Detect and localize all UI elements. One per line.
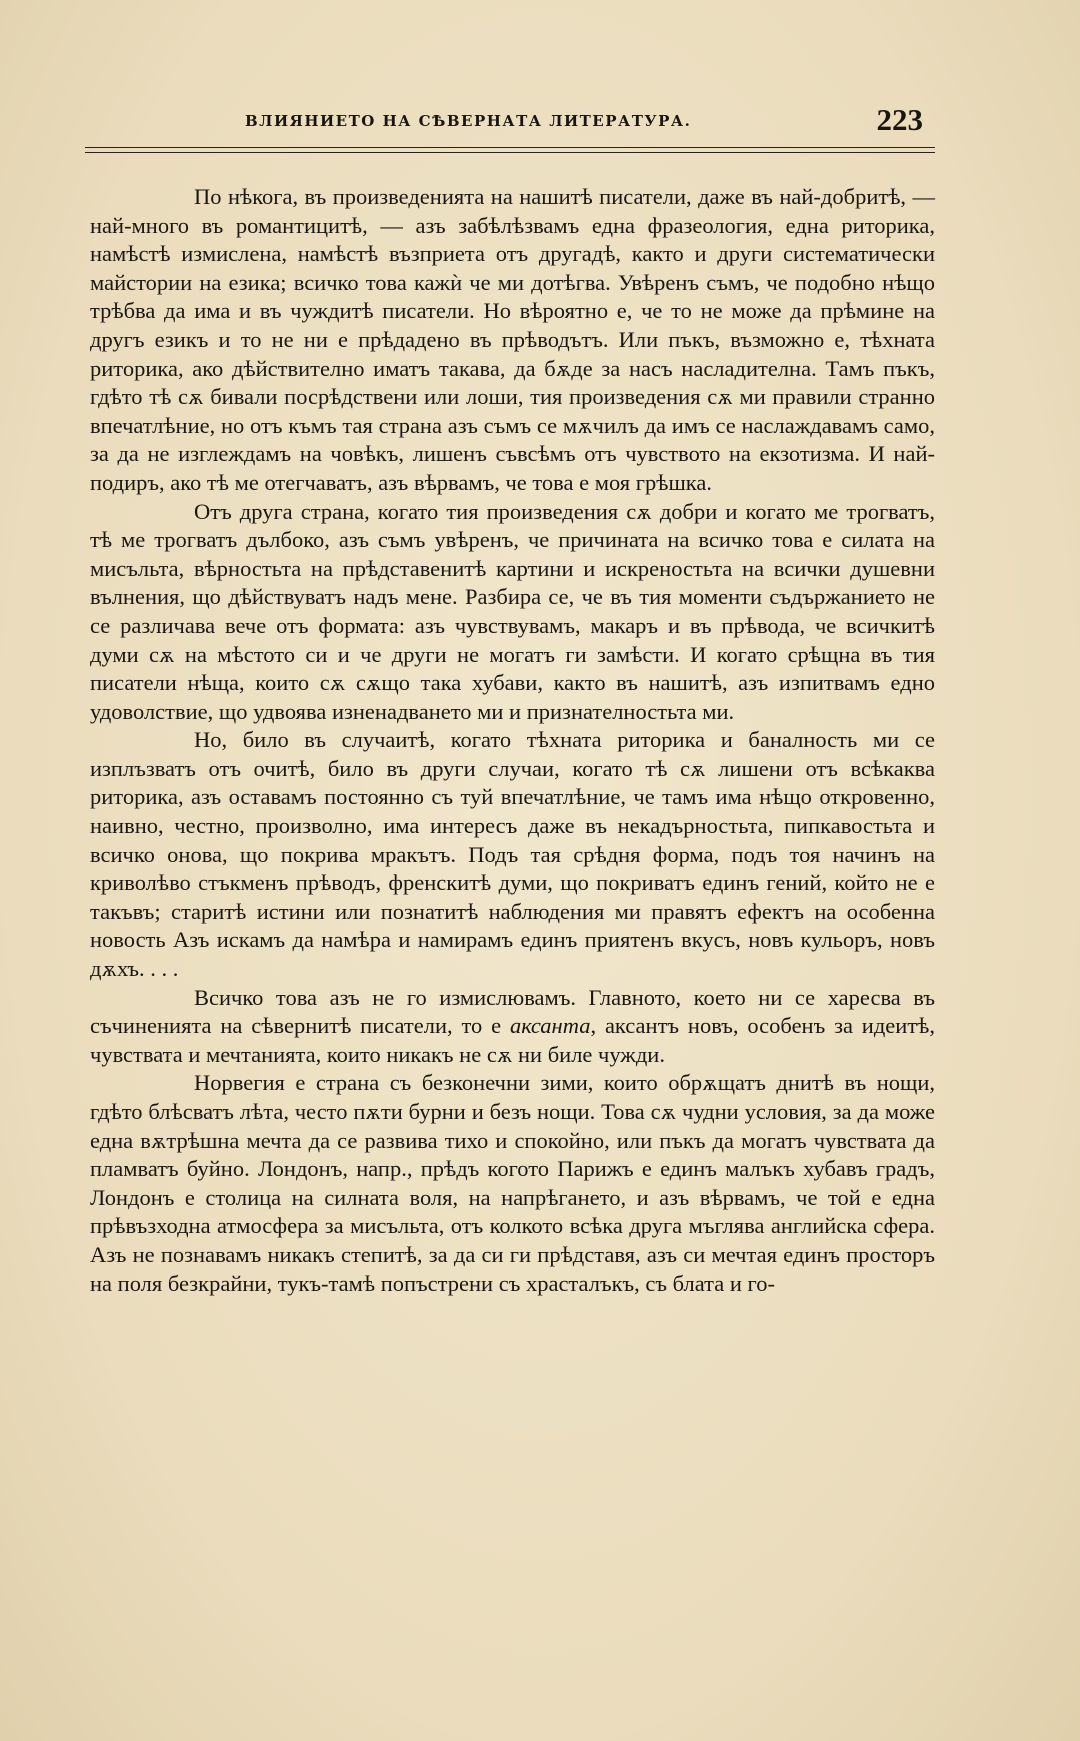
paragraph: Норвегия е страна съ безконечни зими, които обрѫщатъ днитѣ въ нощи, гдѣто блѣсватъ лѣта, често пѫти бурни и безъ нощи. Това сѫ чудни условия, за да може една вѫтрѣшна мечта да се развива тихо и спокойно, или пъкъ да могатъ чувствата да пламватъ буйно. Лондонъ, напр., прѣдъ когото Парижъ е единъ малъкъ хубавъ градъ, Лондонъ е столица на силната воля, на напрѣгането, и азъ вѣрвамъ, че той е една прѣвъзходна атмосфера за мисъльта, отъ колкото всѣка друга мъглява английска сфера. Азъ не познавамъ никакъ степитѣ, за да си ги прѣдставя, азъ си мечтая единъ просторъ на поля безкрайни, тукъ-тамѣ попъстрени съ храсталъкъ, съ блата и го-: [90, 1070, 935, 1296]
running-title: ВЛИЯНИЕТО НА СѢВЕРНАТА ЛИТЕРАТУРА.: [245, 112, 692, 130]
paragraph: Отъ друга страна, когато тия произведения сѫ добри и когато ме трогватъ, тѣ ме трогватъ дълбоко, азъ съмъ увѣренъ, че причината на всичко това е силата на мисъльта, вѣрностьта на прѣдставенитѣ картини и искреностьта на всички душевни вълнения, що дѣйствуватъ надъ мене. Разбира се, че въ тия моменти съдържанието не се различава вече отъ формата: азъ чувствувамъ, макаръ и въ прѣвода, че всичкитѣ думи сѫ на мѣстото си и че други не могатъ ги замѣсти. И когато срѣщна въ тия писатели нѣща, които сѫ сѫщо така хубави, както въ нашитѣ, азъ изпитвамъ едно удоволствие, що удвоява изненадването ми и признателностьта ми.: [90, 498, 935, 724]
body-text: [90, 183, 935, 1298]
paragraph-text: Всичко това азъ не го измислювамъ. Главното, което ни се харесва въ съчиненията на сѣвернитѣ писатели, то е: [90, 984, 935, 1039]
page-number: 223: [876, 102, 923, 137]
page-header: [85, 100, 935, 144]
paragraph: [90, 984, 935, 1070]
italic-term: аксанта: [509, 1013, 591, 1039]
header-rule-top: [85, 147, 935, 148]
paragraph-text: , аксантъ новъ, особенъ за идеитѣ, чувствата и мечтанията, които никакъ не сѫ ни биле чужди.: [90, 1013, 935, 1067]
paragraph: По нѣкога, въ произведенията на нашитѣ писатели, даже въ най-добритѣ, — най-много въ романтицитѣ, — азъ забѣлѣзвамъ една фразеология, една риторика, намѣстѣ измислена, намѣстѣ възприета отъ другадѣ, както и други систематически майстории на езика; всичко това кажѝ че ми дотѣгва. Увѣренъ съмъ, че подобно нѣщо трѣбва да има и въ чуждитѣ писатели. Но вѣроятно е, че то не може да прѣмине на другъ езикъ и то не ни е прѣдадено въ прѣводътъ. Или пъкъ, възможно е, тѣхната риторика, ако дѣйствително иматъ такава, да бѫде за насъ насладителна. Тамъ пъкъ, гдѣто тѣ сѫ бивали посрѣдствени или лоши, тия произведения сѫ ми правили странно впечатлѣние, но отъ къмъ тая страна азъ съмъ се мѫчилъ да имъ се наслаждавамъ само, за да не изглеждамъ на човѣкъ, лишенъ съвсѣмъ отъ чувството на екзотизма. И най-подиръ, ако тѣ ме отегчаватъ, азъ вѣрвамъ, че това е моя грѣшка.: [90, 184, 935, 495]
header-rule-bottom: [85, 152, 935, 153]
paragraph: Но, било въ случаитѣ, когато тѣхната риторика и баналность ми се изплъзватъ отъ очитѣ, било въ други случаи, когато тѣ сѫ лишени отъ всѣкаква риторика, азъ оставамъ постоянно съ туй впечатлѣние, че тамъ има нѣщо откровенно, наивно, честно, произволно, има интересъ даже въ некадърностьта, пипкавостьта и всичко онова, що покрива мракътъ. Подъ тая срѣдня форма, подъ тоя начинъ на криволѣво стъкменъ прѣводъ, френскитѣ думи, що покриватъ единъ гений, който не е такъвъ; старитѣ истини или познатитѣ наблюдения ми правятъ ефектъ на особенна новость Азъ искамъ да намѣра и намирамъ единъ приятенъ вкусъ, новъ кульоръ, новъ дѫхъ. . . .: [90, 727, 935, 982]
